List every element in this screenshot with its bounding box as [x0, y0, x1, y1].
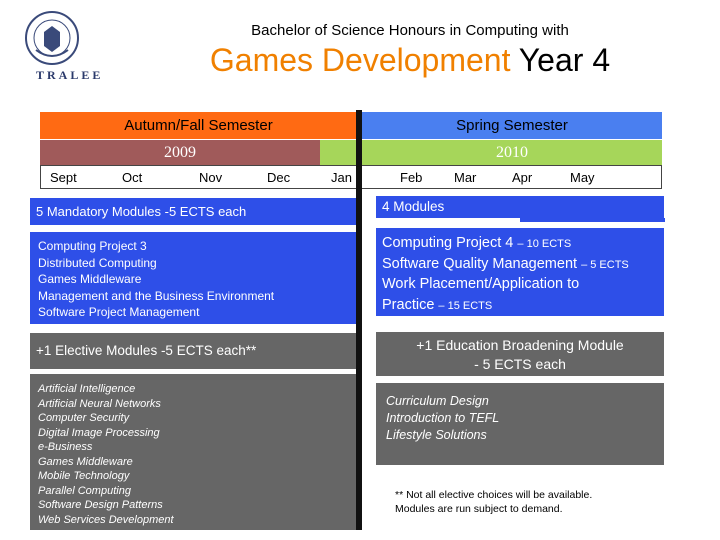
spring-semester-bar: Spring Semester [362, 112, 662, 139]
list-item: Computer Security [38, 412, 130, 424]
month-label: Mar [454, 170, 477, 185]
semester-divider [356, 110, 362, 530]
logo-text: TRALEE [36, 68, 104, 82]
note-line: Modules are run subject to demand. [395, 503, 563, 515]
page-title [150, 42, 670, 79]
list-item: Management and the Business Environment [38, 288, 275, 303]
list-item: e-Business [38, 441, 93, 453]
list-item: Mobile Technology [38, 470, 130, 482]
module-credits: – 15 ECTS [438, 299, 493, 312]
month-label: Oct [122, 170, 143, 185]
month-label: Jan [331, 170, 352, 185]
module-credits: – 10 ECTS [517, 238, 572, 250]
list-item: Computing Project 3 [38, 239, 147, 253]
list-item: Software Design Patterns [38, 499, 163, 511]
year-spring: 2010 [362, 140, 662, 165]
heading-line: +1 Education Broadening Module [416, 337, 624, 353]
list-item [382, 296, 658, 317]
list-item: Web Services Development [38, 513, 174, 526]
spring-modules-heading: 4 Modules [376, 196, 664, 218]
month-label: Apr [512, 170, 533, 185]
note-line: ** Not all elective choices will be available. [395, 489, 593, 501]
title-games: Games Development [209, 42, 511, 78]
elective-modules-heading: +1 Elective Modules -5 ECTS each** [30, 333, 356, 369]
module-name: Software Quality Management [382, 255, 578, 272]
mandatory-modules-heading: 5 Mandatory Modules -5 ECTS each [30, 198, 356, 225]
heading-underline [520, 218, 665, 222]
list-item: Distributed Computing [38, 255, 157, 270]
mandatory-modules-list [30, 232, 356, 324]
month-label: May [570, 170, 595, 185]
list-item: Games Middleware [38, 272, 142, 286]
module-credits: – 5 ECTS [581, 258, 629, 271]
month-label: Feb [400, 170, 423, 185]
month-label: Sept [50, 170, 77, 185]
list-item: Software Project Management [38, 305, 200, 319]
list-item: Artificial Neural Networks [38, 397, 161, 410]
month-label: Dec [267, 170, 291, 185]
autumn-semester-bar: Autumn/Fall Semester [40, 112, 357, 139]
elective-modules-list [30, 374, 356, 530]
year-autumn: 2009 [40, 140, 320, 165]
month-label: Nov [199, 170, 223, 185]
module-name: Computing Project 4 [382, 235, 514, 251]
broadening-module-heading [376, 332, 664, 376]
availability-note [395, 488, 665, 516]
list-item: Curriculum Design [386, 394, 489, 408]
heading-line: - 5 ECTS each [474, 356, 566, 372]
list-item: Digital Image Processing [38, 426, 160, 439]
spring-modules-list [376, 228, 664, 316]
broadening-modules-list [376, 383, 664, 465]
list-item [382, 275, 658, 296]
page-subtitle: Bachelor of Science Honours in Computing with [251, 22, 569, 39]
list-item: Games Middleware [38, 455, 133, 468]
list-item [382, 255, 658, 276]
list-item [382, 234, 658, 255]
list-item: Introduction to TEFL [386, 411, 500, 425]
module-name: Work Placement/Application to [382, 276, 580, 292]
title-year: Year 4 [518, 42, 611, 78]
module-name: Practice [382, 296, 435, 313]
list-item: Parallel Computing [38, 484, 131, 497]
list-item: Artificial Intelligence [38, 383, 136, 395]
list-item: Lifestyle Solutions [386, 428, 487, 442]
